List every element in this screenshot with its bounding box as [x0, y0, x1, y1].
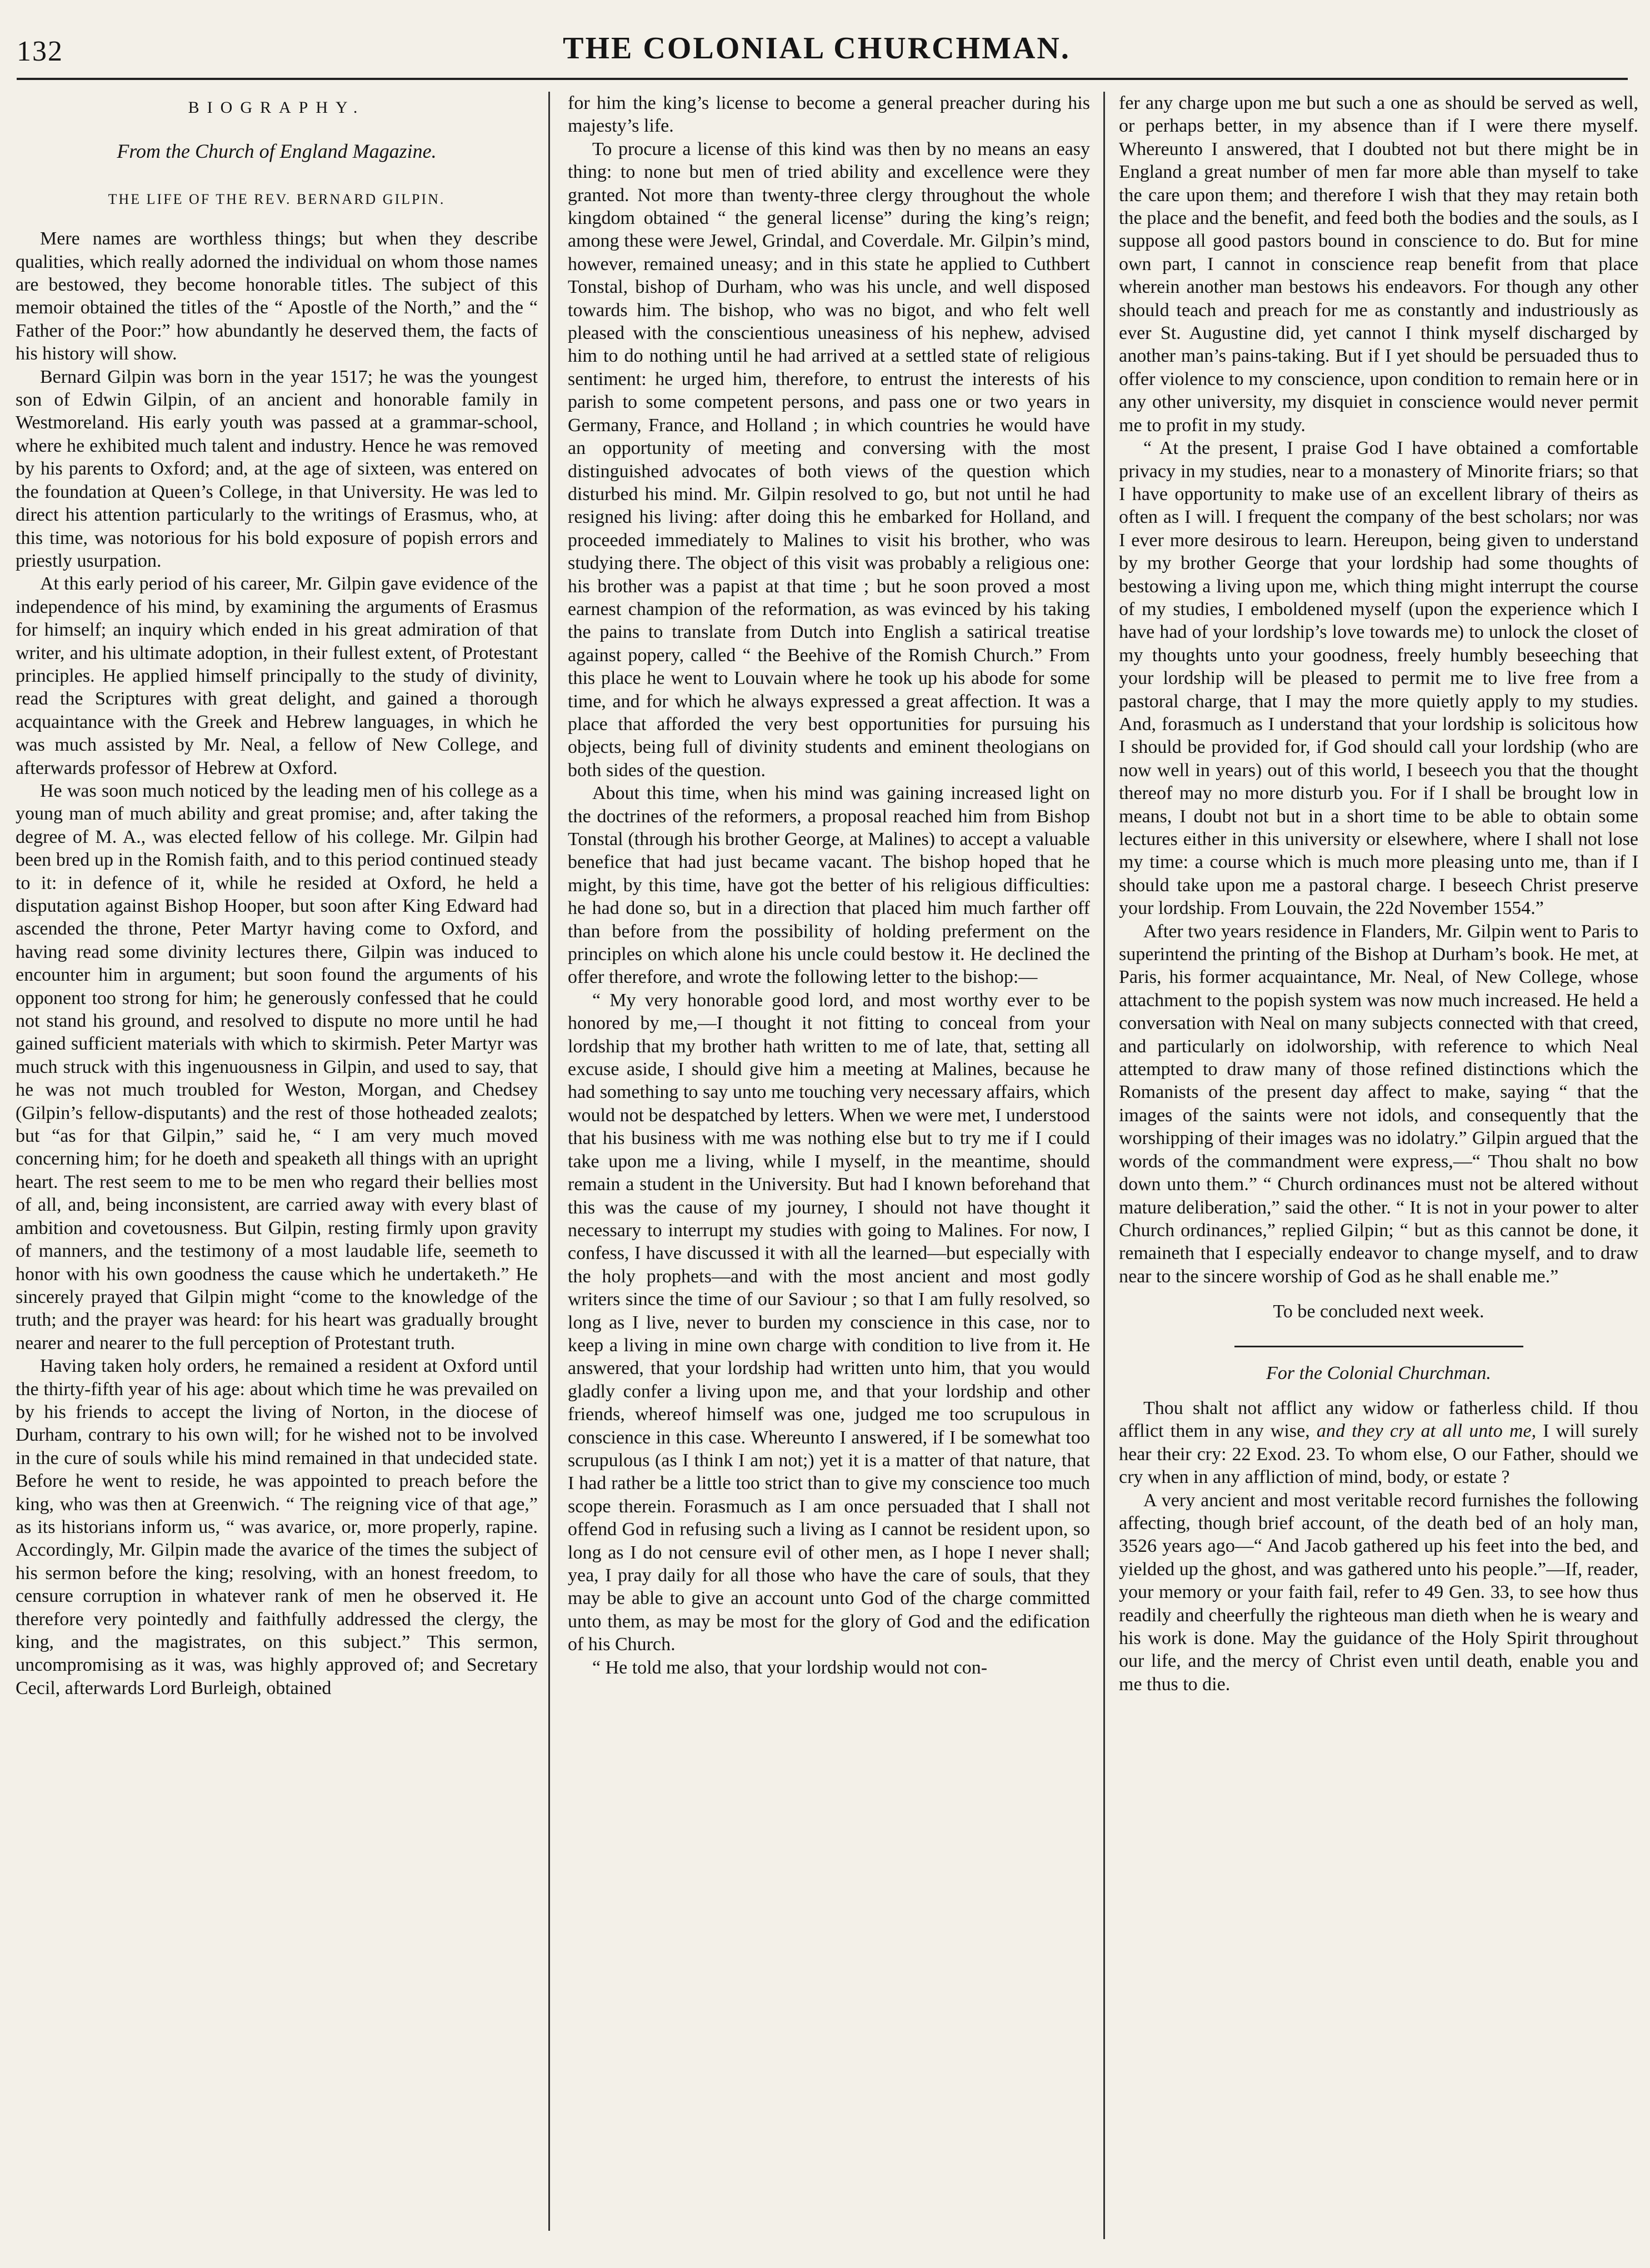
page-number: 132 [17, 36, 63, 67]
article-title: THE LIFE OF THE REV. BERNARD GILPIN. [108, 191, 446, 207]
paragraph: fer any charge upon me but such a one as should be served as well, or perhaps better, in my absence than if I were there myself. Whereunto I answered, that I doubted not but there might be in England a great number of men far more able than myself to take the care upon them; and therefore I wish that they may retain both the place and the benefit, and feed both the bodies and the souls, as I suppose all good pastors bound in conscience to do. But for mine own part, I cannot in conscience reap benefit from that place wherein another man bestows his endeavors. For though any other should teach and preach for me as constantly and industriously as ever St. Augustine did, yet cannot I think myself discharged by another man’s pains-taking. But if I yet should be persuaded thus to offer violence to my conscience, upon condition to remain here or in any other university, my disquiet in conscience would never permit me to profit in my study. [1119, 93, 1638, 436]
paragraph: Having taken holy orders, he remained a resident at Oxford until the thirty-fifth year of his age: about which time he was prevailed on by his friends to accept the living of Norton, in the diocese of Durham, contrary to his own will; for he wished not to be involved in the cure of souls while his mind remained in that undecided state. Before he went to reside, he was appointed to preach before the king, who was then at Greenwich. “ The reigning vice of that age,” as its historians inform us, “ was avarice, or, more properly, rapine. Accordingly, Mr. Gilpin made the avarice of the times the subject of his sermon before the king; resolving, with an honest freedom, to censure corruption in whatever rank of men he observed it. He therefore very pointedly and faithfully addressed the clergy, the king, and the magistrates, on this subject.” This sermon, uncompromising as it was, was highly approved of; and Secretary Cecil, afterwards Lord Burleigh, obtained [16, 1356, 538, 1698]
paragraph: “ My very honorable good lord, and most worthy ever to be honored by me,—I thought it not fitting to conceal from your lordship that my brother hath written to me of late, that, setting all excuse aside, I should give him a meeting at Malines, because he had something to say unto me touching very necessary affairs, which would not be despatched by letters. When we were met, I understood that his business with me was nothing else but to try me if I could take upon me a living, while I myself, in the meantime, should remain a student in the University. But had I known beforehand that this was the cause of my journey, I should not have thought it necessary to interrupt my studies with going to Malines. For now, I confess, I have discussed it with all the learned—but especially with the holy prophets—and with the most ancient and most godly writers since the time of our Saviour ; so that I am fully resolved, so long as I live, never to burden my conscience in this case, nor to keep a living in mine own charge with condition to live from it. He answered, that your lordship had written unto him, that you would gladly confer a living upon me, and that your lordship and other friends, whereof himself was one, judged me too scrupulous in conscience in this case. Whereunto I answered, if I be somewhat too scrupulous (as I think I am not;) yet it is a matter of that nature, that I had rather be a little too strict than to give my conscience too much scope therein. Forasmuch as I am once persuaded that I shall not offend God in refusing such a living as I cannot be resident upon, so long as I do not censure evil of other men, as I hope I never shall; yea, I pray daily for all those who have the care of souls, that they may be able to give an account unto God of the charge committed unto them, as may be most for the glory of God and the edification of his Church. [568, 990, 1090, 1655]
page-header [17, 31, 1617, 75]
paragraph: “ He told me also, that your lordship would not con- [592, 1657, 988, 1678]
article-source: For the Colonial Churchman. [1266, 1362, 1491, 1383]
column-divider [548, 92, 550, 2231]
running-title: THE COLONIAL CHURCHMAN. [563, 31, 1071, 66]
paragraph-text: I will surely hear their cry: 22 Exod. 23. To whom else, O our Father, should we cry when in any affliction of mind, body, or estate ? [1119, 1421, 1638, 1488]
paragraph-emphasis: and they cry at all unto me, [1316, 1421, 1537, 1442]
article-source: From the Church of England Magazine. [117, 140, 437, 163]
paragraph: About this time, when his mind was gaining increased light on the doctrines of the reformers, a proposal reached him from Bishop Tonstal (through his brother George, at Malines) to accept a valuable benefice that had just became vacant. The bishop hoped that he might, by this time, have got the better of his religious difficulties: he had done so, but in a direction that placed him much farther off than before from the possibility of holding preferment on the principles on which alone his uncle could bestow it. He declined the offer therefore, and wrote the following letter to the bishop:— [568, 783, 1090, 988]
column-1 [16, 92, 538, 2247]
column-3 [1119, 92, 1638, 2242]
paragraph: Mere names are worthless things; but when they describe qualities, which really adorned the individual on whom those names are bestowed, they become honorable titles. The subject of this memoir obtained the titles of the “ Apostle of the North,” and the “ Father of the Poor:” how abundantly he deserved them, the facts of his history will show. [16, 228, 538, 364]
paragraph: Bernard Gilpin was born in the year 1517; he was the youngest son of Edwin Gilpin, of an ancient and honorable family in Westmoreland. His early youth was passed at a grammar-school, where he exhibited much talent and industry. Hence he was removed by his parents to Oxford; and, at the age of sixteen, was entered on the foundation at Queen’s College, in that University. He was led to direct his attention particularly to the writings of Erasmus, who, at this time, was notorious for his bold exposure of popish errors and priestly usurpation. [16, 366, 538, 571]
paragraph-text: Thou shalt not afflict any widow or fatherless child. If thou afflict them in any wise, [1119, 1397, 1638, 1442]
paragraph [1119, 1397, 1638, 1489]
paragraph: To procure a license of this kind was then by no means an easy thing: to none but men of tried ability and excellence were they granted. Not more than twenty-three clergy throughout the whole kingdom obtained “ the general license” during the king’s reign; among these were Jewel, Grindal, and Coverdale. Mr. Gilpin’s mind, however, remained uneasy; and in this state he applied to Cuthbert Tonstal, bishop of Durham, who was his uncle, and well disposed towards him. The bishop, who was no bigot, and who felt well pleased with the conscientious uneasiness of his nephew, advised him to do nothing until he had arrived at a settled state of religious sentiment: he urged him, therefore, to entrust the interests of his parish to some competent persons, and pass one or two years in Germany, France, and Holland ; in which countries he would have an opportunity of meeting and conversing with the most distinguished advocates of both views of the question which disturbed his mind. Mr. Gilpin resolved to go, but not until he had resigned his living: after doing this he embarked for Holland, and proceeded immediately to Malines to visit his brother, who was studying there. The object of this visit was probably a religious one: his brother was a papist at that time ; but he soon proved a most earnest champion of the reformation, as was evinced by his taking the pains to translate from Dutch into English a satirical treatise against popery, called “ the Beehive of the Romish Church.” From this place he went to Louvain where he took up his abode for some time, and for which he always expressed a great affection. It was a place that afforded the very best opportunities for pursuing his objects, being full of divinity students and eminent theologians on both sides of the question. [568, 138, 1090, 781]
paragraph: At this early period of his career, Mr. Gilpin gave evidence of the independence of his mind, by examining the arguments of Erasmus for himself; an inquiry which ended in his great admiration of that writer, and his ultimate adoption, in their fullest extent, of Protestant principles. He applied himself principally to the study of divinity, read the Scriptures with great delight, and gained a thorough acquaintance with the Greek and Hebrew languages, in which he was much assisted by Mr. Neal, a fellow of New College, and afterwards professor of Hebrew at Oxford. [16, 573, 538, 778]
paragraph: A very ancient and most veritable record furnishes the following affecting, though brief account, of the death bed of an holy man, 3526 years ago—“ And Jacob gathered up his feet into the bed, and yielded up the ghost, and was gathered unto his people.”—If, reader, your memory or your faith fail, refer to 49 Gen. 33, to see how thus readily and cheerfully the righteous man dieth when he is weary and his work is done. May the guidance of the Holy Spirit throughout our life, and the mercy of Christ even until death, enable you and me thus to die. [1119, 1490, 1638, 1695]
paragraph: “ At the present, I praise God I have obtained a comfortable privacy in my studies, near to a monastery of Minorite friars; so that I have opportunity to make use of an excellent library of theirs as often as I will. I frequent the company of the best scholars; nor was I ever more desirous to learn. Hereupon, being given to understand by my brother George that your lordship had some thoughts of bestowing a living upon me, which thing might interrupt the course of my studies, I emboldened myself (upon the experience which I have had of your lordship’s love towards me) to unlock the closet of my thoughts unto your goodness, freely humbly beseeching that your lordship will be pleased to permit me to live free from a pastoral charge, that I may the more quietly apply to my studies. And, forasmuch as I understand that your lordship is solicitous how I should be provided for, if God should call your lordship (who are now well in years) out of this world, I beseech you that the thought thereof may no more disturb you. For if I shall be brought low in means, I doubt not but in a short time to be able to obtain some lectures either in this university or elsewhere, where I shall not lose my time: a course which is much more pleasing unto me, than if I should take upon me a pastoral charge. I beseech Christ preserve your lordship. From Louvain, the 22d November 1554.” [1119, 438, 1638, 919]
column-2 [568, 92, 1090, 2253]
section-label: BIOGRAPHY. [188, 98, 366, 117]
continuation-note: To be concluded next week. [1273, 1301, 1484, 1322]
column-divider [1103, 92, 1105, 2239]
paragraph: He was soon much noticed by the leading men of his college as a young man of much ability and great promise; and, after taking the degree of M. A., was elected fellow of his college. Mr. Gilpin had been bred up in the Romish faith, and to this period continued steady to it: in defence of it, while he resided at Oxford, he held a disputation against Bishop Hooper, but soon after King Edward had ascended the throne, Peter Martyr having come to Oxford, and having read some divinity lectures there, Gilpin was induced to encounter him in argument; but soon found the arguments of his opponent too strong for him; he generously confessed that he could not stand his ground, and resolved to dispute no more until he had gained sufficient materials with which to skirmish. Peter Martyr was much struck with this ingenuousness in Gilpin, and used to say, that he was not much troubled for Weston, Morgan, and Chedsey (Gilpin’s fellow-disputants) and the rest of those hotheaded zealots; but “as for that Gilpin,” said he, “ I am very much moved concerning him; for he doeth and speaketh all things with an upright heart. The rest seem to me to be men who regard their bellies most of all, and, being inconsistent, are carried away with every blast of ambition and covetousness. But Gilpin, resting firmly upon gravity of manners, and the testimony of a most laudable life, seemeth to honor with his own goodness the cause which he undertaketh.” He sincerely prayed that Gilpin might “come to the knowledge of the truth; and the prayer was heard: for his heart was gradually brought nearer and nearer to the full perception of Protestant truth. [16, 780, 538, 1353]
section-divider [1234, 1346, 1523, 1347]
paragraph: After two years residence in Flanders, Mr. Gilpin went to Paris to superintend the printing of the Bishop at Durham’s book. He met, at Paris, his former acquaintance, Mr. Neal, of New College, whose attachment to the popish system was now much increased. He held a conversation with Neal on many subjects connected with that creed, and particularly on idolworship, with reference to which Neal attempted to draw many of those refined distinctions which the Romanists of the present day affect to make, saying “ that the images of the saints were not idols, and consequently that the worshipping of their images was no idolatry.” Gilpin argued that the words of the commandment were express,—“ Thou shalt no bow down unto them.” “ Church ordinances must not be altered without mature deliberation,” said the other. “ It is not in your power to alter Church ordinances,” replied Gilpin; “ but as this cannot be done, it remaineth that I especially endeavor to change myself, and to draw near to the sincere worship of God as he shall enable me.” [1119, 921, 1638, 1287]
paragraph: for him the king’s license to become a general preacher during his majesty’s life. [568, 93, 1090, 137]
header-rule [17, 78, 1628, 80]
